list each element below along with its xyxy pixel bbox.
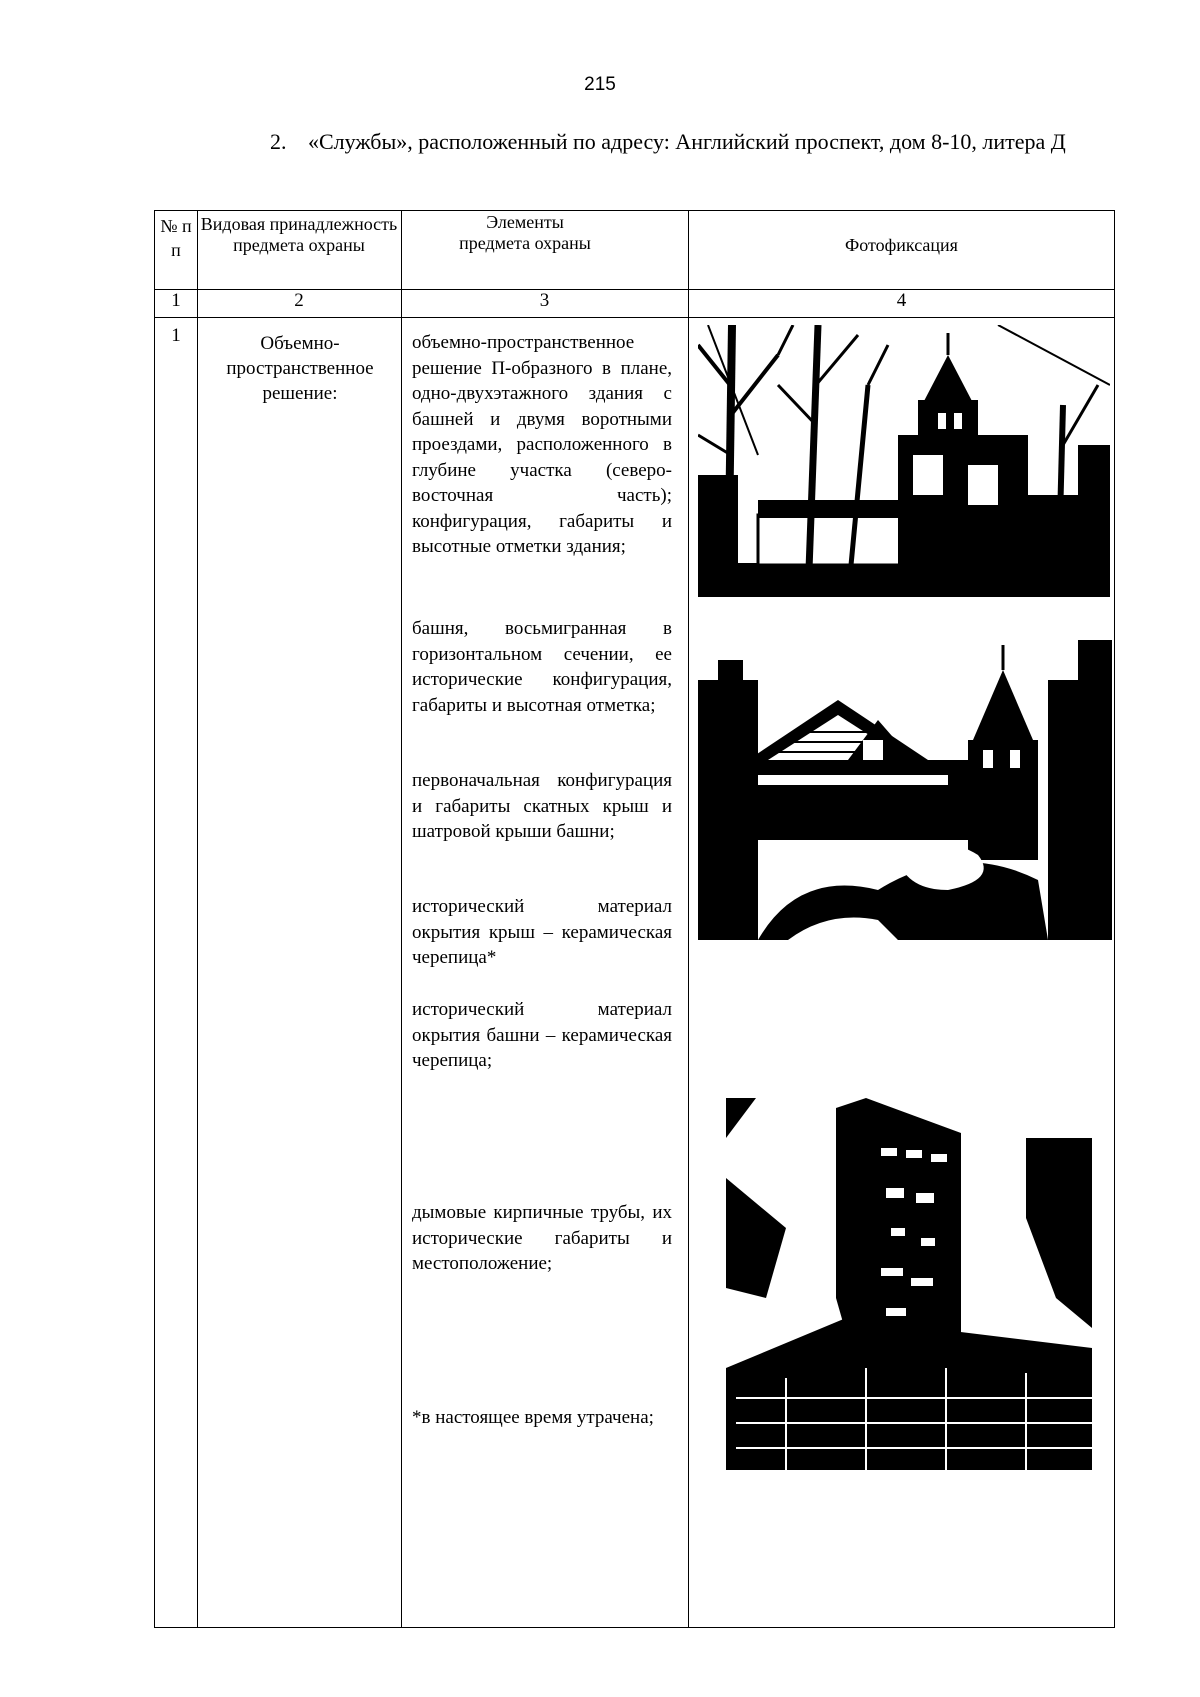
element-tower-material: исторический материал окрытия башни – керамическая черепица; [412,999,672,1071]
header-elements: Элементы предмета охраны [459,212,591,253]
photo-chimney [726,1098,1092,1470]
column-divider [401,211,402,1627]
element-roof-material: исторический материал окрытия крыш – керамическая черепица* [412,896,672,968]
photo-building-with-tower [698,325,1110,597]
column-divider [688,211,689,1627]
element-chimneys: дымовые кирпичные трубы, их исторические габариты и местоположение; [412,1202,672,1274]
section-heading [270,128,1090,156]
row-divider [155,317,1114,318]
row-number: 1 [171,325,181,346]
heading-number: 2. [270,129,287,154]
header-category: Видовая принадлежность предмета охраны [200,214,398,255]
column-number: 3 [539,290,550,311]
page-number: 215 [584,74,616,95]
header-photo: Фотофиксация [845,235,958,255]
header-number: № п п [160,216,192,260]
column-divider [197,211,198,1627]
element-volume: объемно-пространственное решение П-образного в плане, одно-двухэтажного здания с башней и двумя воротными проездами, расположенного в глубине участка (северо- восточная часть); конфигурация, габариты и высотные отметки здания; [412,332,672,557]
row-category: Объемно-пространственное решение: [226,333,374,404]
column-number: 2 [294,290,304,311]
column-number: 4 [896,290,907,311]
heading-text: «Службы», расположенный по адресу: Английский проспект, дом 8-10, литера Д [308,129,1066,154]
element-footnote: *в настоящее время утрачена; [412,1407,654,1428]
element-roofs: первоначальная конфигурация и габариты скатных крыш и шатровой крыши башни; [412,770,672,842]
photo-building-roofs [698,640,1112,940]
element-tower: башня, восьмигранная в горизонтальном сечении, ее исторические конфигурация, габариты и высотная отметка; [412,618,672,716]
column-number: 1 [171,290,181,311]
